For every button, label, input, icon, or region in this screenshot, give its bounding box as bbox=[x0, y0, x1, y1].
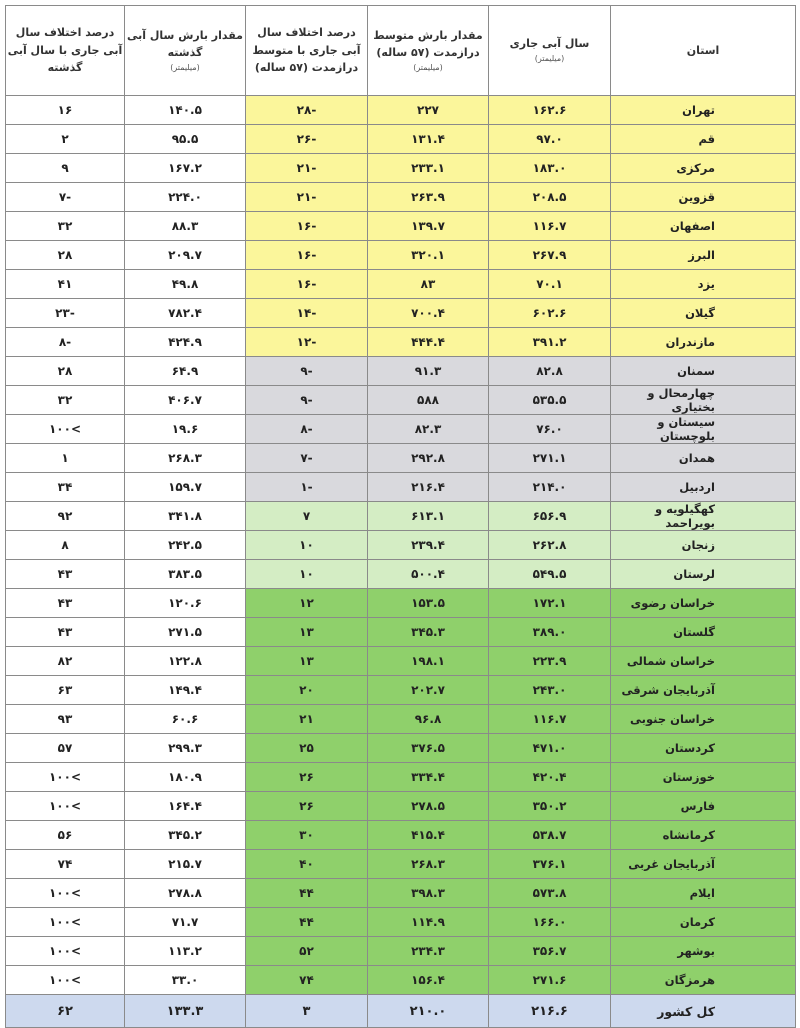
current-year-cell: ۳۵۰.۲ bbox=[489, 792, 611, 821]
table-row bbox=[6, 212, 796, 241]
pct-longterm-cell: ۷ bbox=[246, 502, 368, 531]
prev-year-cell: ۳۴۱.۸ bbox=[125, 502, 246, 531]
longterm-cell: ۴۴۴.۴ bbox=[368, 328, 489, 357]
pct-longterm-cell: ۱۳ bbox=[246, 618, 368, 647]
province-cell: هرمزگان bbox=[611, 966, 796, 995]
province-cell: خراسان رضوی bbox=[611, 589, 796, 618]
province-cell: گیلان bbox=[611, 299, 796, 328]
current-year-cell: ۵۷۳.۸ bbox=[489, 879, 611, 908]
longterm-cell: ۴۱۵.۴ bbox=[368, 821, 489, 850]
pct-prev-cell: >۱۰۰ bbox=[6, 763, 125, 792]
prev-year-cell: ۱۶۷.۲ bbox=[125, 154, 246, 183]
current-year-cell: ۶۵۶.۹ bbox=[489, 502, 611, 531]
table-row bbox=[6, 125, 796, 154]
table-row bbox=[6, 734, 796, 763]
longterm-cell: ۲۶۳.۹ bbox=[368, 183, 489, 212]
longterm-cell: ۲۶۸.۳ bbox=[368, 850, 489, 879]
pct-prev-cell: -۸ bbox=[6, 328, 125, 357]
current-year-cell: ۱۱۶.۷ bbox=[489, 705, 611, 734]
longterm-cell: ۳۳۴.۴ bbox=[368, 763, 489, 792]
prev-year-cell: ۸۸.۳ bbox=[125, 212, 246, 241]
province-cell: فارس bbox=[611, 792, 796, 821]
table-row bbox=[6, 502, 796, 531]
province-cell: چهارمحال و بختیاری bbox=[611, 386, 796, 415]
longterm-cell: ۲۲۷ bbox=[368, 96, 489, 125]
province-cell: خراسان شمالی bbox=[611, 647, 796, 676]
longterm-cell: ۸۳ bbox=[368, 270, 489, 299]
pct-longterm-cell: ۵۲ bbox=[246, 937, 368, 966]
pct-longterm-cell: -۱۶ bbox=[246, 241, 368, 270]
prev-year-cell: ۲۰۹.۷ bbox=[125, 241, 246, 270]
pct-longterm-cell: -۲۱ bbox=[246, 154, 368, 183]
province-cell: خراسان جنوبی bbox=[611, 705, 796, 734]
pct-longterm-cell: -۹ bbox=[246, 357, 368, 386]
pct-prev-cell: >۱۰۰ bbox=[6, 966, 125, 995]
header-row bbox=[6, 6, 796, 96]
province-cell: ایلام bbox=[611, 879, 796, 908]
pct-longterm-cell: -۱۶ bbox=[246, 212, 368, 241]
pct-longterm-cell: -۲۸ bbox=[246, 96, 368, 125]
table-row bbox=[6, 850, 796, 879]
pct-prev-cell: ۴۱ bbox=[6, 270, 125, 299]
pct-prev-cell: -۲۳ bbox=[6, 299, 125, 328]
table-row bbox=[6, 270, 796, 299]
prev-year-cell: ۴۰۶.۷ bbox=[125, 386, 246, 415]
pct-longterm-cell: ۳۰ bbox=[246, 821, 368, 850]
table-body bbox=[6, 96, 796, 995]
pct-longterm-cell: ۲۰ bbox=[246, 676, 368, 705]
pct-prev-cell: ۲۸ bbox=[6, 357, 125, 386]
longterm-cell: ۳۴۵.۳ bbox=[368, 618, 489, 647]
pct-prev-cell: ۴۳ bbox=[6, 618, 125, 647]
pct-prev-cell: ۱۶ bbox=[6, 96, 125, 125]
province-cell: اردبیل bbox=[611, 473, 796, 502]
precipitation-table-container bbox=[5, 5, 795, 1028]
table-row bbox=[6, 183, 796, 212]
prev-year-cell: ۷۸۲.۴ bbox=[125, 299, 246, 328]
pct-prev-cell: ۲ bbox=[6, 125, 125, 154]
prev-year-cell: ۴۲۴.۹ bbox=[125, 328, 246, 357]
table-row bbox=[6, 966, 796, 995]
prev-year-cell: ۲۷۸.۸ bbox=[125, 879, 246, 908]
pct-prev-cell: >۱۰۰ bbox=[6, 937, 125, 966]
total-current-cell: ۲۱۶.۶ bbox=[489, 995, 611, 1028]
current-year-cell: ۱۱۶.۷ bbox=[489, 212, 611, 241]
pct-prev-cell: ۵۶ bbox=[6, 821, 125, 850]
pct-prev-cell: >۱۰۰ bbox=[6, 908, 125, 937]
table-row bbox=[6, 705, 796, 734]
prev-year-cell: ۱۱۳.۲ bbox=[125, 937, 246, 966]
pct-longterm-cell: -۷ bbox=[246, 444, 368, 473]
province-cell: اصفهان bbox=[611, 212, 796, 241]
longterm-cell: ۲۱۶.۴ bbox=[368, 473, 489, 502]
table-row bbox=[6, 386, 796, 415]
pct-prev-cell: ۱ bbox=[6, 444, 125, 473]
pct-prev-cell: ۷۴ bbox=[6, 850, 125, 879]
pct-prev-cell: ۹ bbox=[6, 154, 125, 183]
current-year-cell: ۲۰۸.۵ bbox=[489, 183, 611, 212]
total-province-cell: کل کشور bbox=[611, 995, 796, 1028]
longterm-cell: ۵۸۸ bbox=[368, 386, 489, 415]
pct-prev-cell: ۴۳ bbox=[6, 560, 125, 589]
total-pct-longterm-cell: ۳ bbox=[246, 995, 368, 1028]
pct-prev-cell: >۱۰۰ bbox=[6, 415, 125, 444]
header-longterm-unit: (میلیمتر) bbox=[413, 62, 443, 72]
prev-year-cell: ۱۴۰.۵ bbox=[125, 96, 246, 125]
current-year-cell: ۱۷۲.۱ bbox=[489, 589, 611, 618]
pct-prev-cell: ۹۳ bbox=[6, 705, 125, 734]
pct-prev-cell: ۶۳ bbox=[6, 676, 125, 705]
province-cell: بوشهر bbox=[611, 937, 796, 966]
longterm-cell: ۲۳۹.۴ bbox=[368, 531, 489, 560]
table-row bbox=[6, 560, 796, 589]
province-cell: کردستان bbox=[611, 734, 796, 763]
prev-year-cell: ۴۹.۸ bbox=[125, 270, 246, 299]
current-year-cell: ۲۷۱.۶ bbox=[489, 966, 611, 995]
longterm-cell: ۲۳۳.۱ bbox=[368, 154, 489, 183]
header-pct-longterm: درصد اختلاف سال آبی جاری با متوسط درازمدت (۵۷ ساله) bbox=[246, 6, 368, 96]
longterm-cell: ۱۵۳.۵ bbox=[368, 589, 489, 618]
prev-year-cell: ۳۸۳.۵ bbox=[125, 560, 246, 589]
header-current-year-unit: (میلیمتر) bbox=[534, 53, 565, 63]
header-longterm: مقدار بارش متوسط درازمدت (۵۷ ساله) (میلیمتر) bbox=[368, 6, 489, 96]
table-row bbox=[6, 647, 796, 676]
prev-year-cell: ۳۳.۰ bbox=[125, 966, 246, 995]
pct-longterm-cell: ۱۲ bbox=[246, 589, 368, 618]
current-year-cell: ۷۰.۱ bbox=[489, 270, 611, 299]
prev-year-cell: ۱۴۹.۴ bbox=[125, 676, 246, 705]
table-row bbox=[6, 821, 796, 850]
longterm-cell: ۳۷۶.۵ bbox=[368, 734, 489, 763]
prev-year-cell: ۲۶۸.۳ bbox=[125, 444, 246, 473]
pct-prev-cell: ۳۲ bbox=[6, 386, 125, 415]
pct-prev-cell: ۳۴ bbox=[6, 473, 125, 502]
current-year-cell: ۹۷.۰ bbox=[489, 125, 611, 154]
province-cell: آذربایجان غربی bbox=[611, 850, 796, 879]
pct-longterm-cell: ۲۶ bbox=[246, 763, 368, 792]
province-cell: قزوین bbox=[611, 183, 796, 212]
longterm-cell: ۱۹۸.۱ bbox=[368, 647, 489, 676]
prev-year-cell: ۱۲۰.۶ bbox=[125, 589, 246, 618]
province-cell: مازندران bbox=[611, 328, 796, 357]
prev-year-cell: ۷۱.۷ bbox=[125, 908, 246, 937]
pct-prev-cell: ۵۷ bbox=[6, 734, 125, 763]
longterm-cell: ۸۲.۳ bbox=[368, 415, 489, 444]
province-cell: مرکزی bbox=[611, 154, 796, 183]
table-row bbox=[6, 96, 796, 125]
table-row bbox=[6, 792, 796, 821]
current-year-cell: ۴۲۰.۴ bbox=[489, 763, 611, 792]
pct-longterm-cell: ۱۳ bbox=[246, 647, 368, 676]
pct-prev-cell: ۳۲ bbox=[6, 212, 125, 241]
pct-longterm-cell: -۲۱ bbox=[246, 183, 368, 212]
current-year-cell: ۴۷۱.۰ bbox=[489, 734, 611, 763]
table-row bbox=[6, 908, 796, 937]
province-cell: قم bbox=[611, 125, 796, 154]
table-row bbox=[6, 676, 796, 705]
current-year-cell: ۳۵۶.۷ bbox=[489, 937, 611, 966]
current-year-cell: ۵۳۵.۵ bbox=[489, 386, 611, 415]
current-year-cell: ۲۷۱.۱ bbox=[489, 444, 611, 473]
pct-longterm-cell: -۹ bbox=[246, 386, 368, 415]
pct-prev-cell: >۱۰۰ bbox=[6, 879, 125, 908]
current-year-cell: ۲۶۷.۹ bbox=[489, 241, 611, 270]
prev-year-cell: ۱۲۲.۸ bbox=[125, 647, 246, 676]
table-row bbox=[6, 618, 796, 647]
table-row bbox=[6, 589, 796, 618]
province-cell: سیستان و بلوچستان bbox=[611, 415, 796, 444]
header-prev-year-unit: (میلیمتر) bbox=[170, 62, 200, 72]
table-row bbox=[6, 415, 796, 444]
current-year-cell: ۲۱۴.۰ bbox=[489, 473, 611, 502]
province-cell: کهگیلویه و بویراحمد bbox=[611, 502, 796, 531]
table-row bbox=[6, 473, 796, 502]
longterm-cell: ۱۳۹.۷ bbox=[368, 212, 489, 241]
longterm-cell: ۲۷۸.۵ bbox=[368, 792, 489, 821]
current-year-cell: ۱۶۶.۰ bbox=[489, 908, 611, 937]
precipitation-table bbox=[5, 5, 796, 1028]
table-row bbox=[6, 357, 796, 386]
longterm-cell: ۹۱.۳ bbox=[368, 357, 489, 386]
longterm-cell: ۲۳۴.۳ bbox=[368, 937, 489, 966]
table-row bbox=[6, 241, 796, 270]
province-cell: البرز bbox=[611, 241, 796, 270]
current-year-cell: ۱۶۲.۶ bbox=[489, 96, 611, 125]
pct-longterm-cell: -۱۶ bbox=[246, 270, 368, 299]
province-cell: زنجان bbox=[611, 531, 796, 560]
header-pct-prev: درصد اختلاف سال آبی جاری با سال آبی گذشته bbox=[6, 6, 125, 96]
prev-year-cell: ۶۰.۶ bbox=[125, 705, 246, 734]
longterm-cell: ۲۰۲.۷ bbox=[368, 676, 489, 705]
prev-year-cell: ۱۶۴.۴ bbox=[125, 792, 246, 821]
pct-prev-cell: ۲۸ bbox=[6, 241, 125, 270]
province-cell: سمنان bbox=[611, 357, 796, 386]
province-cell: همدان bbox=[611, 444, 796, 473]
pct-longterm-cell: -۱ bbox=[246, 473, 368, 502]
pct-longterm-cell: ۴۴ bbox=[246, 879, 368, 908]
current-year-cell: ۱۸۳.۰ bbox=[489, 154, 611, 183]
current-year-cell: ۸۲.۸ bbox=[489, 357, 611, 386]
table-row bbox=[6, 531, 796, 560]
table-row bbox=[6, 328, 796, 357]
longterm-cell: ۳۲۰.۱ bbox=[368, 241, 489, 270]
current-year-cell: ۵۳۸.۷ bbox=[489, 821, 611, 850]
current-year-cell: ۶۰۲.۶ bbox=[489, 299, 611, 328]
pct-prev-cell: -۷ bbox=[6, 183, 125, 212]
table-row bbox=[6, 937, 796, 966]
pct-longterm-cell: ۴۰ bbox=[246, 850, 368, 879]
pct-longterm-cell: -۲۶ bbox=[246, 125, 368, 154]
current-year-cell: ۲۴۳.۰ bbox=[489, 676, 611, 705]
prev-year-cell: ۱۸۰.۹ bbox=[125, 763, 246, 792]
total-pct-prev-cell: ۶۲ bbox=[6, 995, 125, 1028]
current-year-cell: ۷۶.۰ bbox=[489, 415, 611, 444]
table-row bbox=[6, 299, 796, 328]
province-cell: یزد bbox=[611, 270, 796, 299]
province-cell: آذربایجان شرقی bbox=[611, 676, 796, 705]
total-row bbox=[6, 995, 796, 1028]
current-year-cell: ۲۲۳.۹ bbox=[489, 647, 611, 676]
prev-year-cell: ۲۷۱.۵ bbox=[125, 618, 246, 647]
table-row bbox=[6, 444, 796, 473]
table-row bbox=[6, 879, 796, 908]
pct-longterm-cell: ۲۱ bbox=[246, 705, 368, 734]
prev-year-cell: ۲۹۹.۳ bbox=[125, 734, 246, 763]
header-province: استان bbox=[611, 6, 796, 96]
current-year-cell: ۵۴۹.۵ bbox=[489, 560, 611, 589]
pct-prev-cell: ۸۲ bbox=[6, 647, 125, 676]
longterm-cell: ۹۶.۸ bbox=[368, 705, 489, 734]
province-cell: خوزستان bbox=[611, 763, 796, 792]
pct-longterm-cell: ۴۴ bbox=[246, 908, 368, 937]
pct-longterm-cell: ۲۵ bbox=[246, 734, 368, 763]
pct-longterm-cell: -۱۲ bbox=[246, 328, 368, 357]
current-year-cell: ۳۷۶.۱ bbox=[489, 850, 611, 879]
prev-year-cell: ۳۴۵.۲ bbox=[125, 821, 246, 850]
prev-year-cell: ۱۵۹.۷ bbox=[125, 473, 246, 502]
prev-year-cell: ۱۹.۶ bbox=[125, 415, 246, 444]
pct-longterm-cell: -۸ bbox=[246, 415, 368, 444]
prev-year-cell: ۶۴.۹ bbox=[125, 357, 246, 386]
longterm-cell: ۱۵۶.۴ bbox=[368, 966, 489, 995]
pct-longterm-cell: ۲۶ bbox=[246, 792, 368, 821]
table-row bbox=[6, 763, 796, 792]
current-year-cell: ۳۹۱.۲ bbox=[489, 328, 611, 357]
header-prev-year: مقدار بارش سال آبی گذشته (میلیمتر) bbox=[125, 6, 246, 96]
province-cell: گلستان bbox=[611, 618, 796, 647]
current-year-cell: ۲۶۲.۸ bbox=[489, 531, 611, 560]
longterm-cell: ۱۳۱.۴ bbox=[368, 125, 489, 154]
header-current-year: سال آبی جاری (میلیمتر) bbox=[489, 6, 611, 96]
pct-prev-cell: >۱۰۰ bbox=[6, 792, 125, 821]
longterm-cell: ۷۰۰.۴ bbox=[368, 299, 489, 328]
prev-year-cell: ۲۴۲.۵ bbox=[125, 531, 246, 560]
pct-prev-cell: ۹۲ bbox=[6, 502, 125, 531]
prev-year-cell: ۲۱۵.۷ bbox=[125, 850, 246, 879]
prev-year-cell: ۲۲۴.۰ bbox=[125, 183, 246, 212]
longterm-cell: ۱۱۴.۹ bbox=[368, 908, 489, 937]
pct-prev-cell: ۴۳ bbox=[6, 589, 125, 618]
table-row bbox=[6, 154, 796, 183]
current-year-cell: ۳۸۹.۰ bbox=[489, 618, 611, 647]
longterm-cell: ۲۹۲.۸ bbox=[368, 444, 489, 473]
pct-longterm-cell: ۱۰ bbox=[246, 531, 368, 560]
pct-longterm-cell: ۷۴ bbox=[246, 966, 368, 995]
total-longterm-cell: ۲۱۰.۰ bbox=[368, 995, 489, 1028]
prev-year-cell: ۹۵.۵ bbox=[125, 125, 246, 154]
longterm-cell: ۶۱۳.۱ bbox=[368, 502, 489, 531]
total-prev-cell: ۱۳۳.۳ bbox=[125, 995, 246, 1028]
province-cell: کرمان bbox=[611, 908, 796, 937]
pct-prev-cell: ۸ bbox=[6, 531, 125, 560]
province-cell: لرستان bbox=[611, 560, 796, 589]
province-cell: کرمانشاه bbox=[611, 821, 796, 850]
longterm-cell: ۵۰۰.۴ bbox=[368, 560, 489, 589]
pct-longterm-cell: -۱۴ bbox=[246, 299, 368, 328]
province-cell: تهران bbox=[611, 96, 796, 125]
longterm-cell: ۳۹۸.۳ bbox=[368, 879, 489, 908]
pct-longterm-cell: ۱۰ bbox=[246, 560, 368, 589]
